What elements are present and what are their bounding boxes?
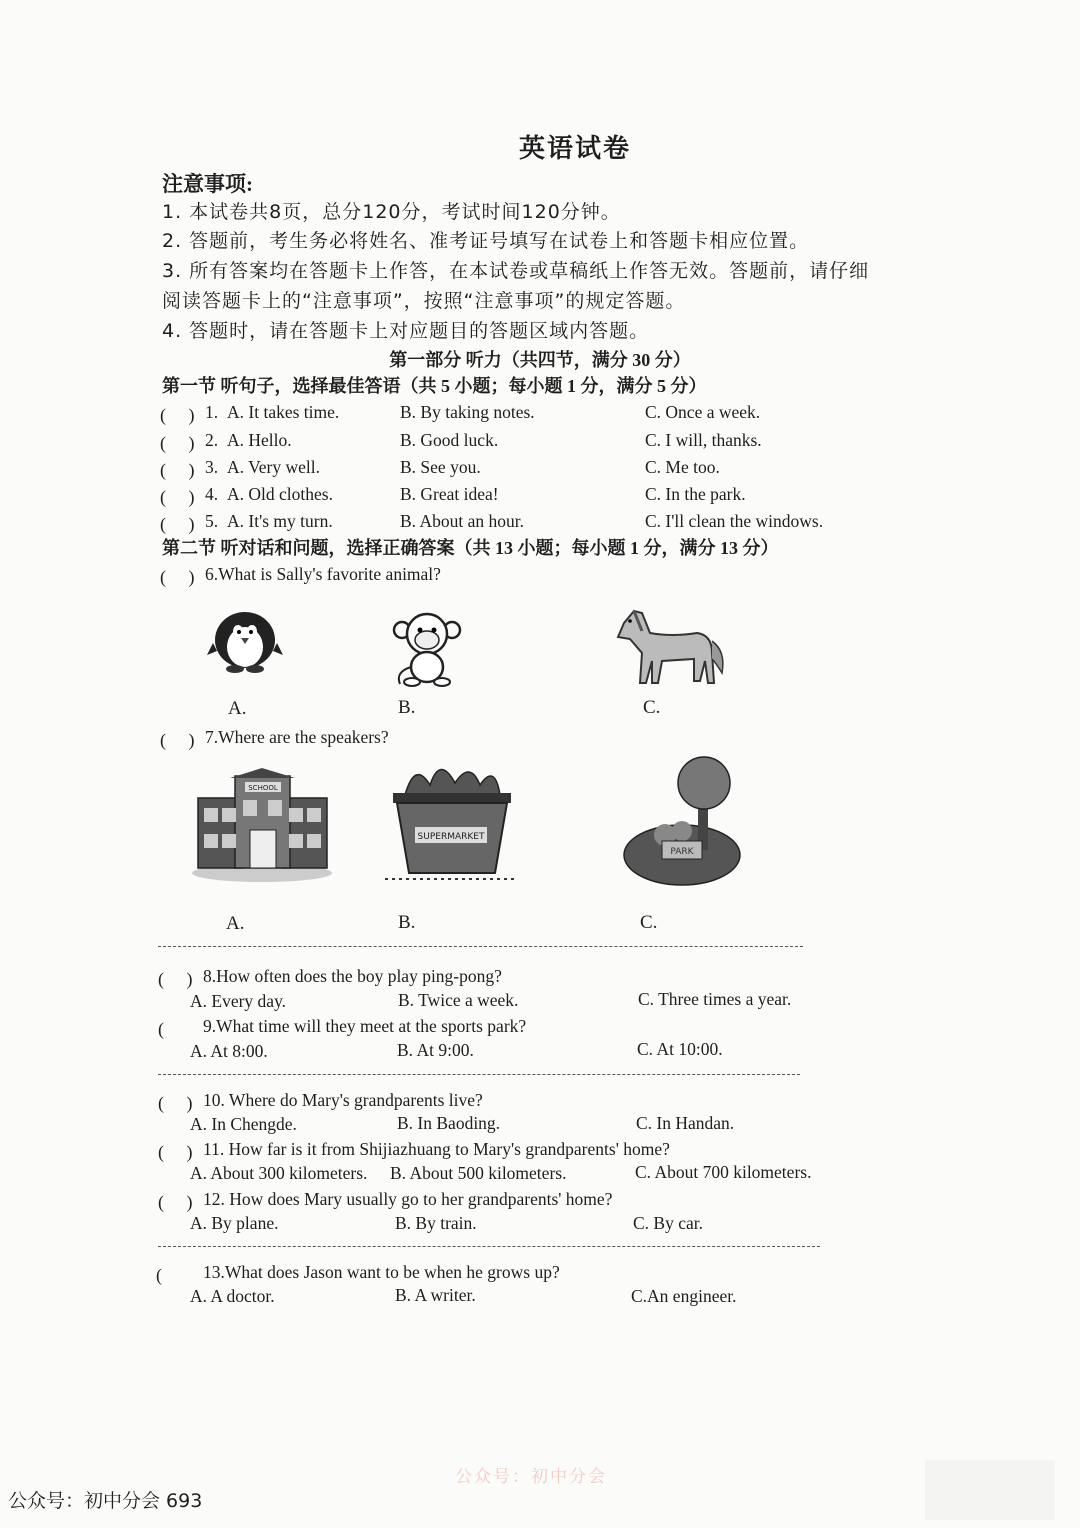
school-sign: SCHOOL xyxy=(248,784,278,792)
option-a: A. Very well. xyxy=(227,457,320,477)
school-icon xyxy=(190,768,335,883)
choice-label-a: A. xyxy=(228,698,247,719)
answer-paren[interactable]: ( ) xyxy=(160,567,195,587)
option-b: B. About 500 kilometers. xyxy=(390,1163,567,1183)
option-c: C. At 10:00. xyxy=(637,1039,723,1059)
park-sign: PARK xyxy=(670,847,694,857)
choice-label-c: C. xyxy=(643,697,661,718)
divider xyxy=(158,1246,820,1247)
option-a: A. It's my turn. xyxy=(227,511,333,531)
option-a: A. Hello. xyxy=(227,430,292,450)
option-a: A. Every day. xyxy=(190,991,287,1011)
answer-paren[interactable]: ( ) xyxy=(158,1142,193,1162)
answer-paren[interactable]: ( ) xyxy=(160,405,195,425)
answer-paren[interactable]: ( ) xyxy=(158,1093,193,1113)
option-c: C. Three times a year. xyxy=(638,989,792,1009)
answer-paren[interactable]: ( ) xyxy=(160,730,195,750)
question-number: 1. xyxy=(205,402,219,422)
divider xyxy=(158,946,803,947)
notice-heading: 注意事项: xyxy=(162,172,253,196)
option-a: A. About 300 kilometers. xyxy=(190,1163,368,1183)
question-number: 2. xyxy=(205,430,219,450)
notice-line: 4. 答题时，请在答题卡上对应题目的答题区域内答题。 xyxy=(162,320,650,342)
option-a: A. By plane. xyxy=(190,1213,279,1233)
option-b: B. In Baoding. xyxy=(397,1113,501,1133)
answer-paren[interactable]: ( ) xyxy=(160,487,195,507)
supermarket-sign: SUPERMARKET xyxy=(417,832,485,842)
answer-paren[interactable]: ( ) xyxy=(160,460,195,480)
choice-label-a: A. xyxy=(226,913,245,934)
option-b: B. See you. xyxy=(400,457,481,477)
notice-line: 阅读答题卡上的“注意事项”，按照“注意事项”的规定答题。 xyxy=(162,290,686,312)
option-a: A. Old clothes. xyxy=(227,484,333,504)
notice-line: 2. 答题前，考生务必将姓名、准考证号填写在试卷上和答题卡相应位置。 xyxy=(162,230,810,252)
option-b: B. Good luck. xyxy=(400,430,499,450)
option-c: C. I will, thanks. xyxy=(645,430,762,450)
answer-paren[interactable]: ( xyxy=(156,1265,180,1285)
answer-paren[interactable]: ( ) xyxy=(158,969,193,989)
watermark: 公众号：初中分会 xyxy=(455,1467,607,1487)
answer-paren[interactable]: ( ) xyxy=(158,1192,193,1212)
option-a: A. A doctor. xyxy=(190,1286,275,1306)
section1-title: 第一节 听句子，选择最佳答语（共 5 小题；每小题 1 分，满分 5 分） xyxy=(162,376,707,396)
option-c: C. In Handan. xyxy=(636,1113,735,1133)
notice-line: 3. 所有答案均在答题卡上作答，在本试卷或草稿纸上作答无效。答题前，请仔细 xyxy=(162,260,870,282)
option-c: C. I'll clean the windows. xyxy=(645,511,824,531)
answer-paren[interactable]: ( xyxy=(158,1019,182,1039)
monkey-icon xyxy=(390,612,465,687)
penguin-icon xyxy=(205,605,285,675)
option-c: C. By car. xyxy=(633,1213,703,1233)
question-number: 4. xyxy=(205,484,219,504)
park-icon xyxy=(620,755,745,890)
divider xyxy=(158,1074,800,1075)
question-9-text: 9.What time will they meet at the sports park? xyxy=(203,1016,527,1036)
notice-line: 1. 本试卷共8页，总分120分，考试时间120分钟。 xyxy=(162,201,621,223)
scan-corner-shade xyxy=(925,1460,1055,1520)
question-number: 3. xyxy=(205,457,219,477)
question-8-text: 8.How often does the boy play ping-pong? xyxy=(203,966,502,986)
question-12-text: 12. How does Mary usually go to her grandparents' home? xyxy=(203,1189,613,1209)
question-7-text: 7.Where are the speakers? xyxy=(205,727,389,747)
choice-label-b: B. xyxy=(398,697,416,718)
answer-paren[interactable]: ( ) xyxy=(160,433,195,453)
option-c: C. In the park. xyxy=(645,484,746,504)
option-c: C. Once a week. xyxy=(645,402,761,422)
option-b: B. Twice a week. xyxy=(398,990,519,1010)
part1-title: 第一部分 听力（共四节，满分 30 分） xyxy=(389,350,691,370)
option-c: C. About 700 kilometers. xyxy=(635,1162,812,1182)
horse-icon xyxy=(612,603,732,688)
choice-label-c: C. xyxy=(640,912,658,933)
answer-paren[interactable]: ( ) xyxy=(160,514,195,534)
page-title: 英语试卷 xyxy=(518,134,631,163)
section2-title: 第二节 听对话和问题，选择正确答案（共 13 小题；每小题 1 分，满分 13 分） xyxy=(162,538,779,558)
option-b: B. By taking notes. xyxy=(400,402,535,422)
footer-caption: 公众号：初中分会 693 xyxy=(8,1490,203,1512)
question-number: 5. xyxy=(205,511,219,531)
question-11-text: 11. How far is it from Shijiazhuang to Mary's grandparents' home? xyxy=(203,1139,670,1159)
option-b: B. Great idea! xyxy=(400,484,499,504)
option-b: B. By train. xyxy=(395,1213,477,1233)
option-b: B. At 9:00. xyxy=(397,1040,474,1060)
option-c: C.An engineer. xyxy=(631,1286,737,1306)
option-a: A. It takes time. xyxy=(227,402,340,422)
option-c: C. Me too. xyxy=(645,457,720,477)
option-a: A. In Chengde. xyxy=(190,1114,297,1134)
option-a: A. At 8:00. xyxy=(190,1041,268,1061)
question-13-text: 13.What does Jason want to be when he grows up? xyxy=(203,1262,560,1282)
supermarket-icon xyxy=(385,755,520,890)
option-b: B. About an hour. xyxy=(400,511,524,531)
choice-label-b: B. xyxy=(398,912,416,933)
question-6-text: 6.What is Sally's favorite animal? xyxy=(205,564,441,584)
question-10-text: 10. Where do Mary's grandparents live? xyxy=(203,1090,483,1110)
option-b: B. A writer. xyxy=(395,1285,476,1305)
